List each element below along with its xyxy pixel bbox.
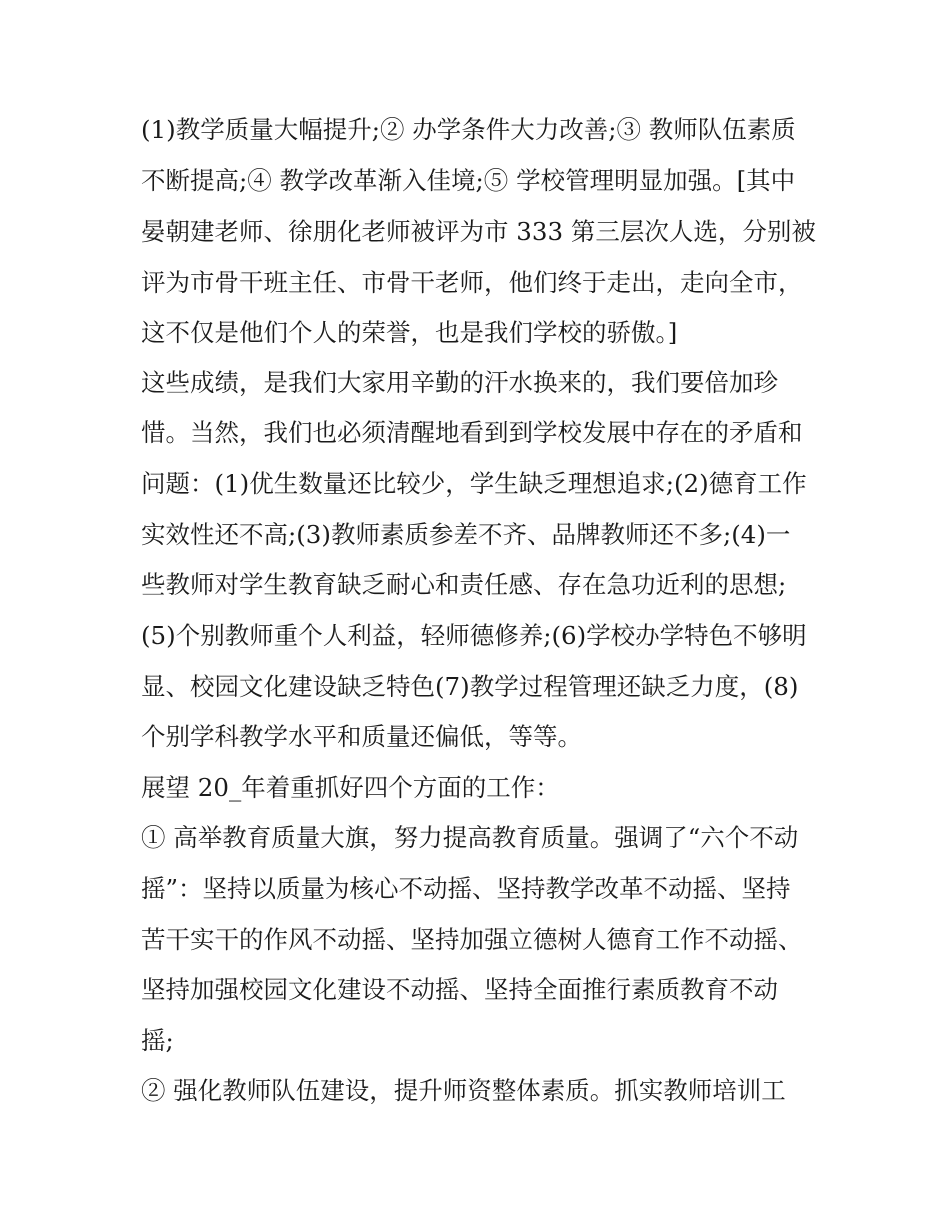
text-line: 这不仅是他们个人的荣誉，也是我们学校的骄傲。] (141, 318, 678, 347)
text-line: 个别学科教学水平和质量还偏低，等等。 (141, 722, 582, 751)
text-line: (5)个别教师重个人利益，轻师德修养;(6)学校办学特色不够明 (141, 621, 807, 650)
text-line: 摇”：坚持以质量为核心不动摇、坚持教学改革不动摇、坚持 (141, 874, 791, 903)
text-line: 实效性还不高;(3)教师素质参差不齐、品牌教师还不多;(4)一 (141, 520, 791, 549)
text-line: 摇; (141, 1026, 174, 1055)
text-line: 这些成绩，是我们大家用辛勤的汗水换来的，我们要倍加珍 (141, 368, 778, 397)
text-line: ② 强化教师队伍建设，提升师资整体素质。抓实教师培训工 (141, 1076, 786, 1105)
text-line: 苦干实干的作风不动摇、坚持加强立德树人德育工作不动摇、 (141, 925, 803, 954)
text-line: 些教师对学生教育缺乏耐心和责任感、存在急功近利的思想; (141, 570, 787, 599)
text-line: 显、校园文化建设缺乏特色(7)教学过程管理还缺乏力度，(8) (141, 672, 799, 701)
text-line: 晏朝建老师、徐朋化老师被评为市 333 第三层次人选，分别被 (141, 217, 816, 246)
text-line: 展望 20_年着重抓好四个方面的工作： (141, 773, 560, 802)
text-line: 评为市骨干班主任、市骨干老师，他们终于走出，走向全市， (141, 268, 803, 297)
text-line: 问题：(1)优生数量还比较少，学生缺乏理想追求;(2)德育工作 (141, 469, 807, 498)
text-line: 惜。当然，我们也必须清醒地看到到学校发展中存在的矛盾和 (141, 418, 803, 447)
text-line: 不断提高;④ 教学改革渐入佳境;⑤ 学校管理明显加强。[其中 (141, 166, 796, 195)
text-line: ① 高举教育质量大旗，努力提高教育质量。强调了“六个不动 (141, 823, 799, 852)
text-line: 坚持加强校园文化建设不动摇、坚持全面推行素质教育不动 (141, 975, 778, 1004)
text-line: (1)教学质量大幅提升;② 办学条件大力改善;③ 教师队伍素质 (141, 115, 796, 144)
